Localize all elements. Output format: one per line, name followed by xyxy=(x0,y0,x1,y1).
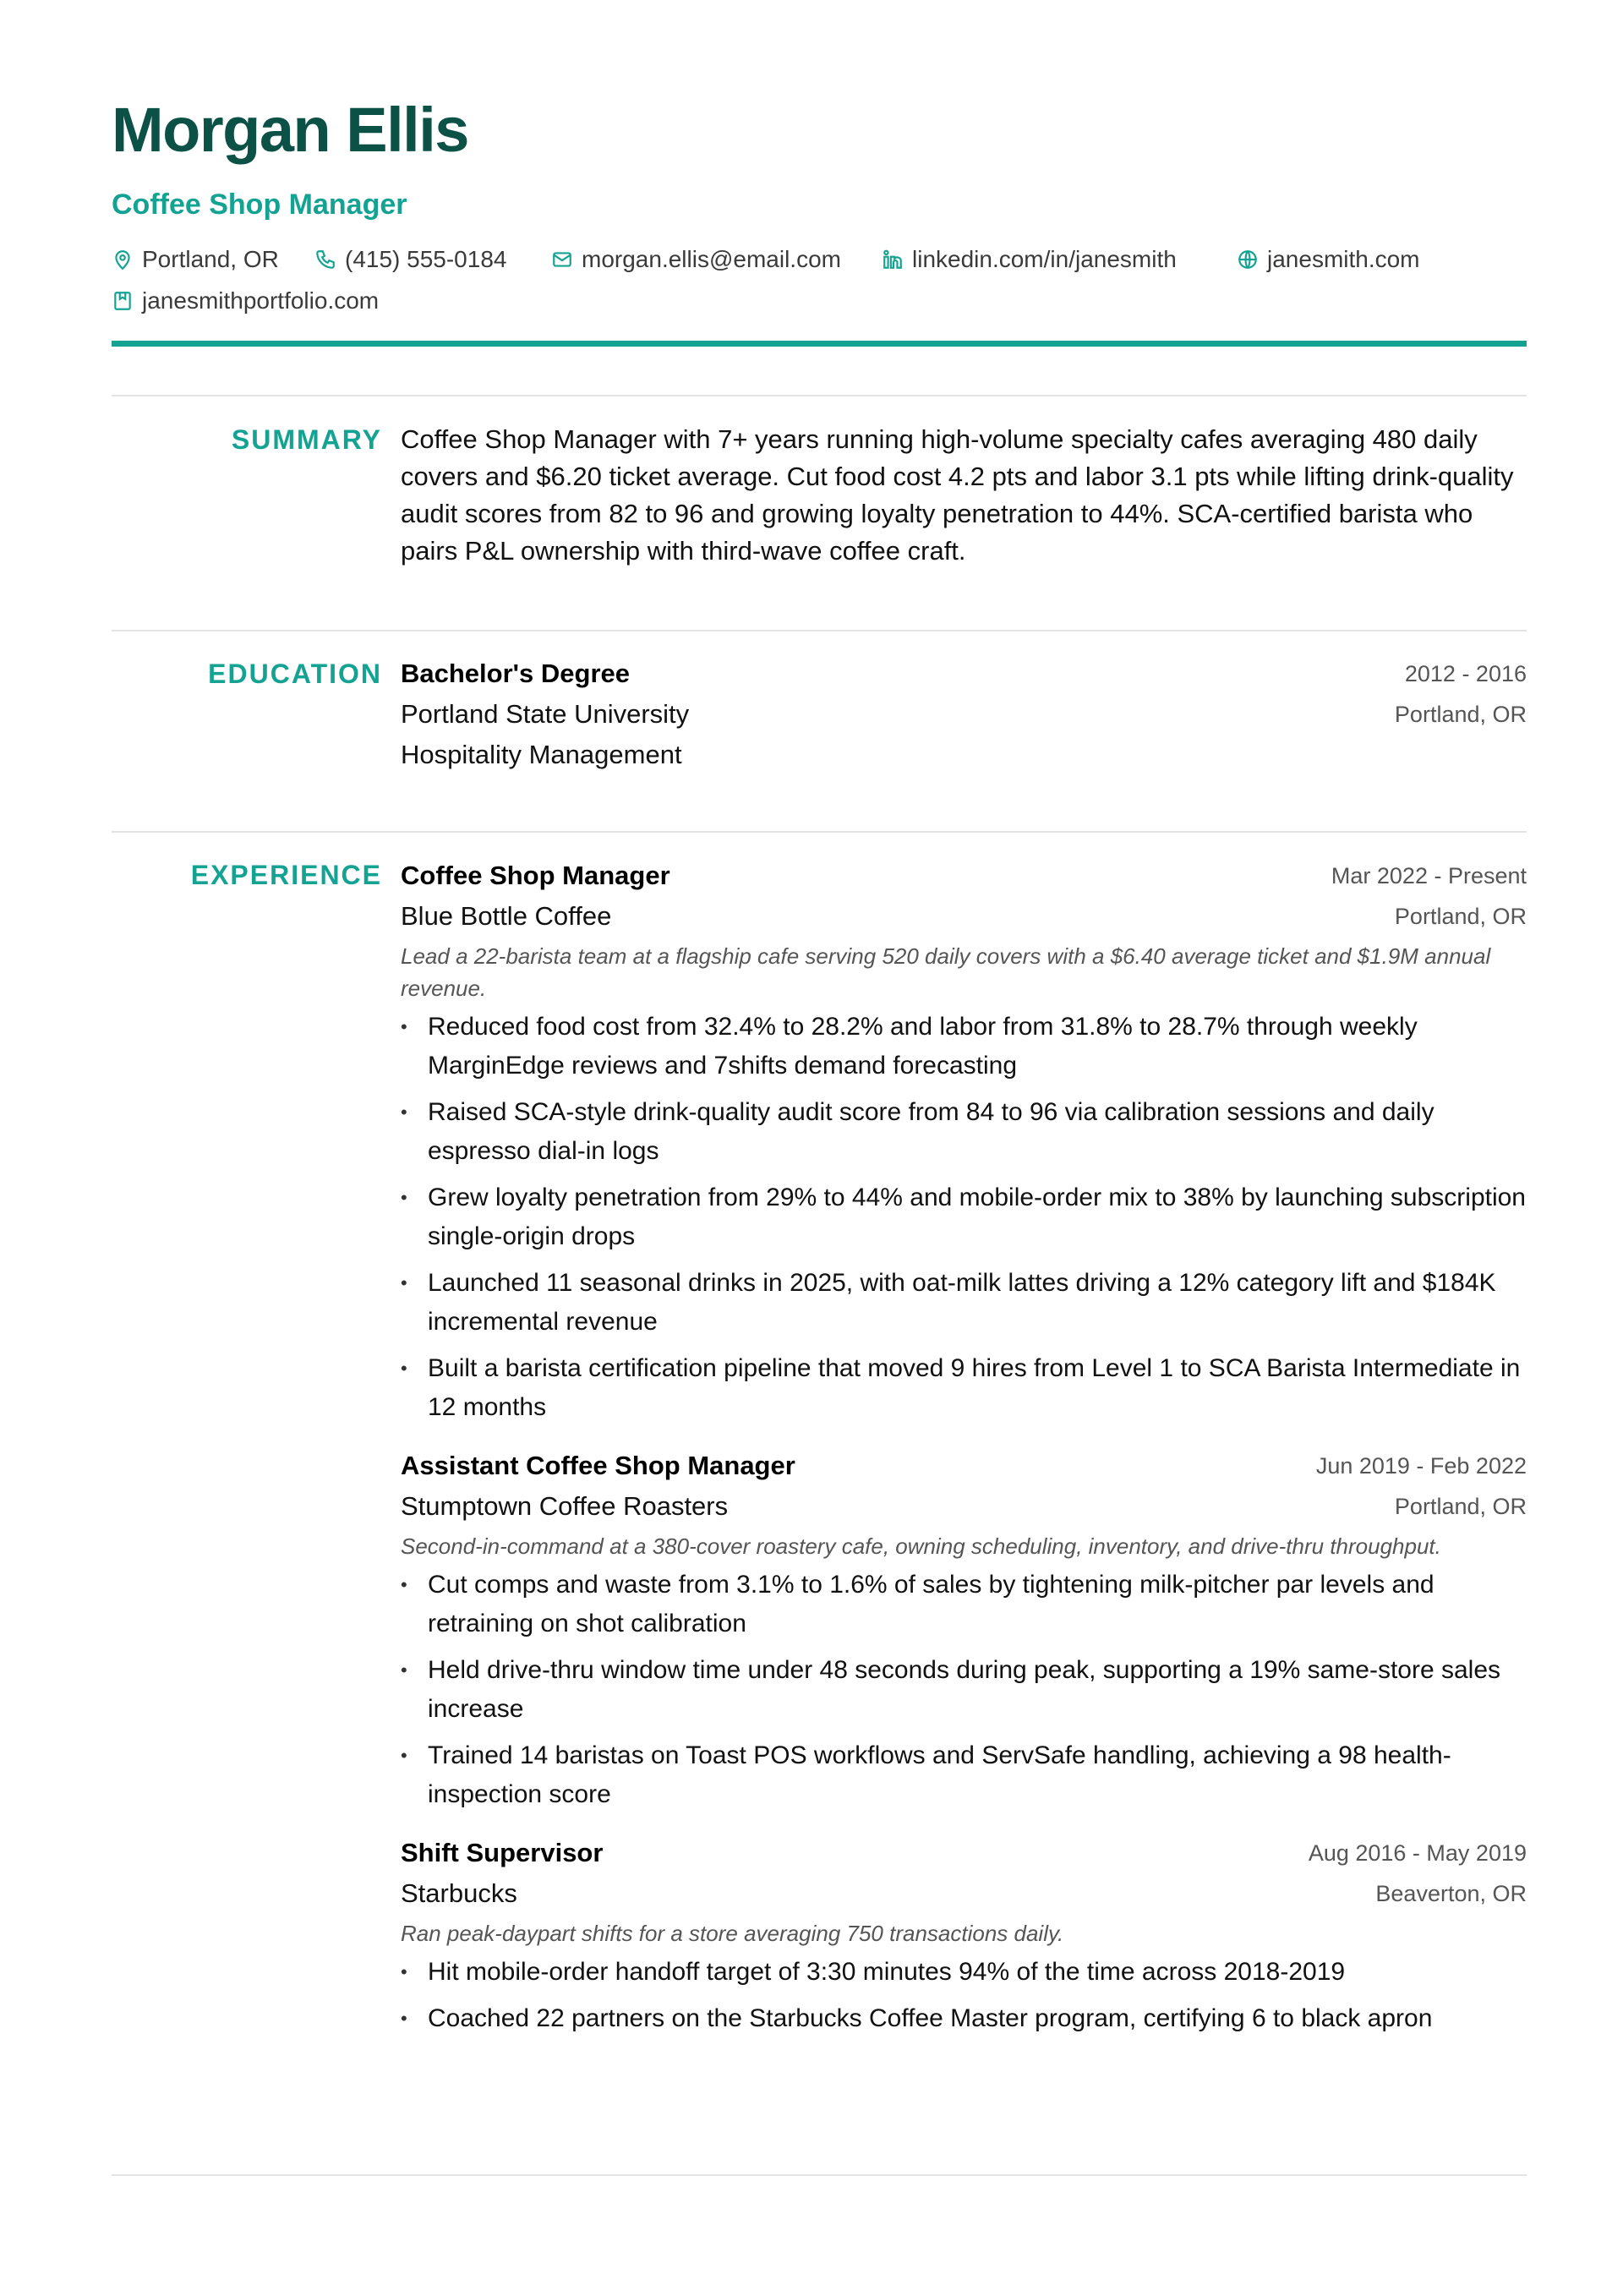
experience-heading: EXPERIENCE xyxy=(190,860,382,890)
job-title-row xyxy=(401,856,1527,896)
job-location: Portland, OR xyxy=(1394,1494,1527,1519)
education-section xyxy=(401,653,1527,775)
contact-linkedin[interactable] xyxy=(882,248,1177,271)
job-dates: Aug 2016 - May 2019 xyxy=(1308,1840,1527,1866)
list-item: • Held drive-thru window time under 48 seconds during peak, supporting a 19% same-store sales increase xyxy=(401,1651,1527,1729)
job-location: Beaverton, OR xyxy=(1375,1881,1527,1906)
section-divider xyxy=(112,395,1527,396)
job-entry xyxy=(401,856,1527,1427)
education-heading: EDUCATION xyxy=(208,659,382,689)
contact-location xyxy=(112,248,279,271)
list-item: • Hit mobile-order handoff target of 3:30 minutes 94% of the time across 2018-2019 xyxy=(401,1953,1527,1992)
job-title-row xyxy=(401,1833,1527,1873)
job-dates: Mar 2022 - Present xyxy=(1331,863,1527,888)
summary-section xyxy=(401,421,1527,570)
section-divider xyxy=(112,630,1527,631)
map-pin-icon xyxy=(112,249,134,271)
website-text: janesmith.com xyxy=(1267,246,1420,272)
email-text: morgan.ellis@email.com xyxy=(582,246,841,272)
job-company-row xyxy=(401,1873,1527,1914)
experience-section xyxy=(401,856,1527,2057)
summary-text: Coffee Shop Manager with 7+ years running high-volume specialty cafes averaging 480 daily covers and $6.20 ticket average. Cut food cost 4.2 pts and labor 3.1 pts while lifting drink-quality audit scores from 82 to 96 and growing loyalty penetration to 44%. SCA-certified barista who pairs P&L ownership with third-wave coffee craft. xyxy=(401,424,1514,566)
contact-phone[interactable] xyxy=(314,248,506,271)
linkedin-icon xyxy=(882,249,904,271)
job-company: Blue Bottle Coffee xyxy=(401,901,612,931)
education-row-degree xyxy=(401,653,1527,694)
job-company-row xyxy=(401,1486,1527,1527)
job-bullets xyxy=(401,1953,1527,2038)
job-title: Assistant Coffee Shop Manager xyxy=(401,1451,795,1480)
education-row-school xyxy=(401,694,1527,735)
job-entry xyxy=(401,1833,1527,2038)
job-description: Lead a 22-barista team at a flagship cafe serving 520 daily covers with a $6.40 average ticket and $1.9M annual revenue. xyxy=(401,943,1491,1001)
contact-email[interactable] xyxy=(551,248,841,271)
section-divider xyxy=(112,2174,1527,2176)
list-item: • Built a barista certification pipeline that moved 9 hires from Level 1 to SCA Barista Intermediate in 12 months xyxy=(401,1349,1527,1427)
job-description: Second-in-command at a 380-cover roastery cafe, owning scheduling, inventory, and drive-thru throughput. xyxy=(401,1533,1441,1559)
job-title: Shift Supervisor xyxy=(401,1838,604,1867)
job-title: Coffee Shop Manager xyxy=(401,861,670,890)
list-item: • Launched 11 seasonal drinks in 2025, with oat-milk lattes driving a 12% category lift and $184K incremental revenue xyxy=(401,1264,1527,1342)
header-accent-rule xyxy=(112,341,1527,347)
linkedin-text: linkedin.com/in/janesmith xyxy=(912,246,1177,272)
job-entry xyxy=(401,1446,1527,1814)
section-divider xyxy=(112,831,1527,833)
job-description: Ran peak-daypart shifts for a store averaging 750 transactions daily. xyxy=(401,1921,1064,1946)
job-dates: Jun 2019 - Feb 2022 xyxy=(1315,1453,1527,1479)
job-title-row xyxy=(401,1446,1527,1486)
phone-text: (415) 555-0184 xyxy=(345,246,507,272)
education-row-field xyxy=(401,735,1527,775)
globe-icon xyxy=(1237,249,1259,271)
mail-icon xyxy=(551,249,573,271)
list-item: • Raised SCA-style drink-quality audit score from 84 to 96 via calibration sessions and daily espresso dial-in logs xyxy=(401,1093,1527,1171)
list-item: • Cut comps and waste from 3.1% to 1.6% of sales by tightening milk-pitcher par levels and retraining on shot calibration xyxy=(401,1566,1527,1643)
job-location: Portland, OR xyxy=(1394,904,1527,929)
degree: Bachelor's Degree xyxy=(401,659,630,688)
candidate-title: Coffee Shop Manager xyxy=(112,189,407,221)
phone-icon xyxy=(314,249,336,271)
list-item: • Reduced food cost from 32.4% to 28.2% and labor from 31.8% to 28.7% through weekly MarginEdge reviews and 7shifts demand forecasting xyxy=(401,1008,1527,1085)
school-name: Portland State University xyxy=(401,699,690,729)
job-company-row xyxy=(401,896,1527,937)
field-of-study: Hospitality Management xyxy=(401,740,682,769)
candidate-name: Morgan Ellis xyxy=(112,95,468,165)
education-dates: 2012 - 2016 xyxy=(1404,661,1527,686)
job-company: Starbucks xyxy=(401,1878,517,1908)
portfolio-text: janesmithportfolio.com xyxy=(142,287,380,314)
school-location: Portland, OR xyxy=(1394,702,1527,727)
job-bullets xyxy=(401,1566,1527,1814)
job-company: Stumptown Coffee Roasters xyxy=(401,1491,729,1521)
location-text: Portland, OR xyxy=(142,246,279,272)
contact-website[interactable] xyxy=(1237,248,1420,271)
job-bullets xyxy=(401,1008,1527,1427)
summary-heading: SUMMARY xyxy=(231,424,382,455)
portfolio-icon xyxy=(112,290,134,312)
list-item: • Coached 22 partners on the Starbucks Coffee Master program, certifying 6 to black apron xyxy=(401,1999,1527,2038)
contact-portfolio[interactable] xyxy=(112,289,379,313)
list-item: • Grew loyalty penetration from 29% to 44% and mobile-order mix to 38% by launching subscription single-origin drops xyxy=(401,1178,1527,1256)
list-item: • Trained 14 baristas on Toast POS workflows and ServSafe handling, achieving a 98 health-inspection score xyxy=(401,1736,1527,1814)
